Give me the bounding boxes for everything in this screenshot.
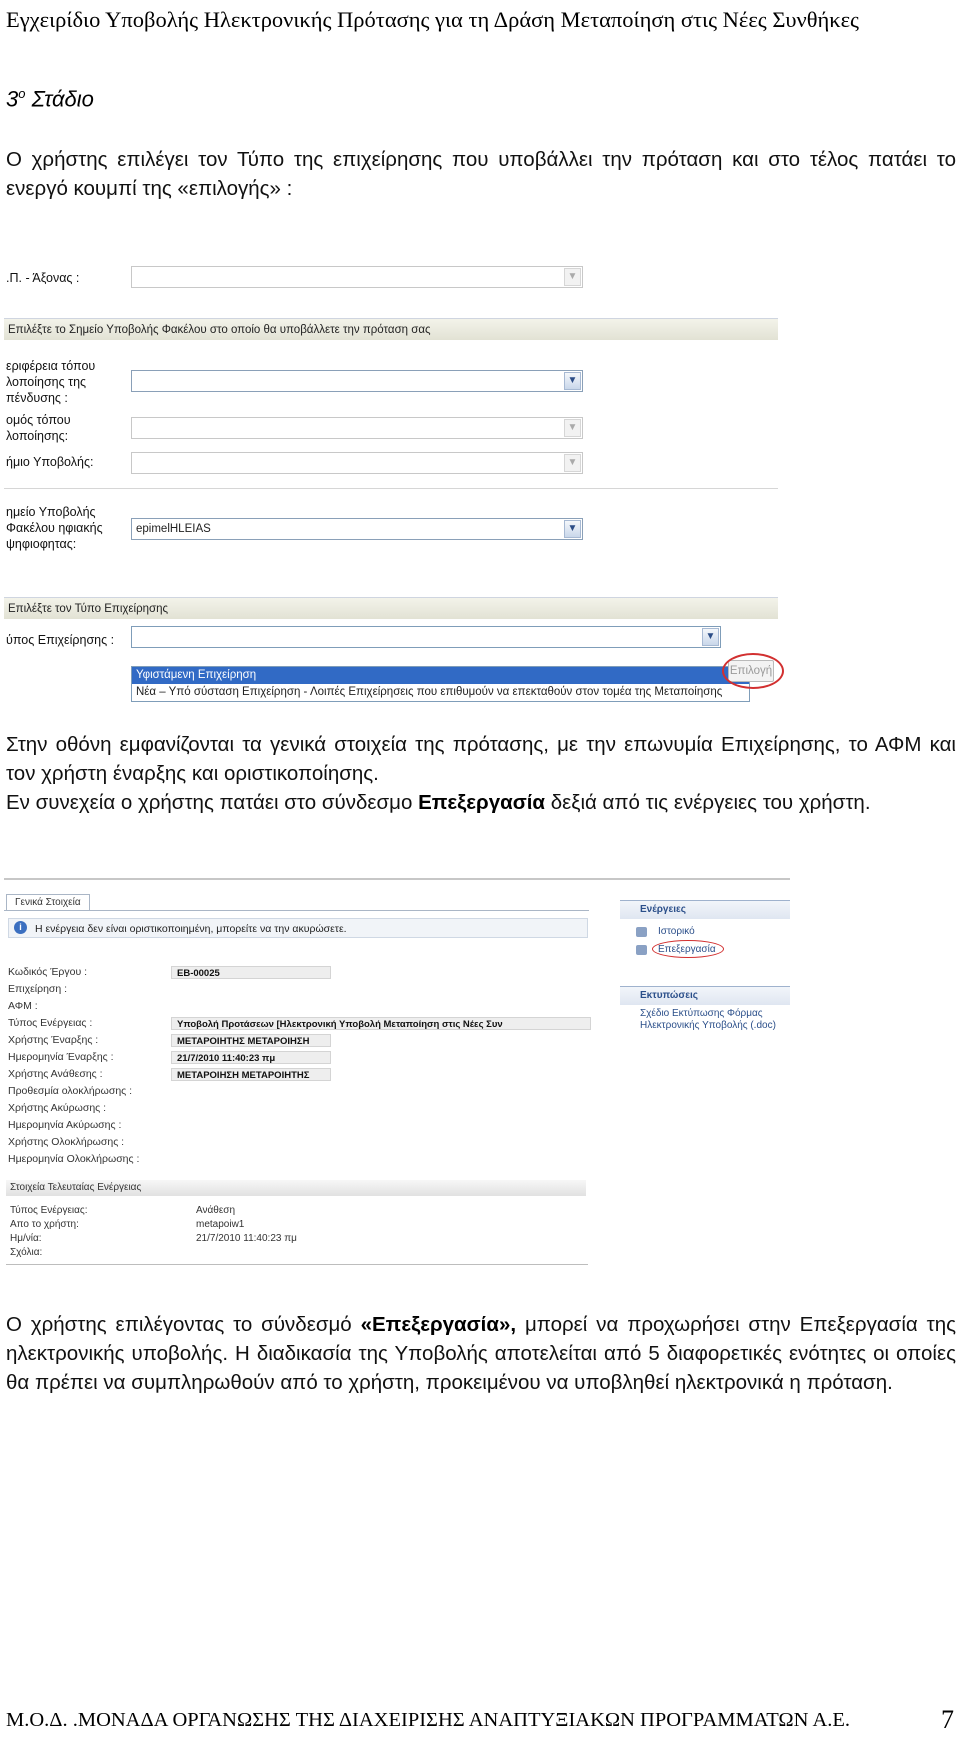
last-action-label: Σχόλια: [10,1247,43,1258]
stage-heading [6,86,94,112]
detail-row [8,1049,588,1066]
section-submission-point-title: Επιλέξτε το Σημείο Υποβολής Φακέλου στο οποίο θα υποβάλλετε την πρόταση σας [8,324,431,336]
divider [4,488,778,489]
actions-heading: Ενέργειες [620,900,790,919]
tab-general-details[interactable]: Γενικά Στοιχεία [6,894,90,911]
prints-panel [620,986,790,1032]
last-action-row [10,1204,570,1218]
detail-value: 21/7/2010 11:40:23 πμ [171,1051,331,1064]
detail-value: EB-00025 [171,966,331,979]
detail-label: Προθεσμία ολοκλήρωσης : [8,1085,133,1097]
option-new-company[interactable]: Νέα – Υπό σύσταση Επιχείρηση - Λοιπές Επιχείρησεις που επιθυμούν να επεκταθούν στον τομέα της Μεταποίησης [136,686,723,698]
chevron-down-icon: ▼ [702,628,719,646]
company-type-options [131,666,750,702]
stage-label: Στάδιο [31,86,94,112]
edit-keyword: Επεξεργασία [418,791,546,814]
history-link-label: Ιστορικό [658,926,695,937]
section-company-type-title: Επιλέξτε τον Τύπο Επιχείρησης [8,603,169,615]
region-select[interactable] [131,370,583,392]
paragraph-edit [6,1310,956,1397]
detail-label: Επιχείρηση : [8,983,68,995]
last-action-label: Ημ/νία: [10,1233,42,1244]
prefecture-select[interactable] [131,417,583,439]
print-form-link[interactable]: Σχέδιο Εκτύπωσης Φόρμας Ηλεκτρονικής Υποβολής (.doc) [640,1008,776,1031]
detail-label: ΑΦΜ : [8,1000,38,1012]
chevron-down-icon: ▼ [564,520,581,538]
company-type-form-screenshot [0,262,785,710]
document-title: Εγχειρίδιο Υποβολής Ηλεκτρονικής Πρότασης για τη Δράση Μεταποίηση στις Νέες Συνθήκες [6,7,859,32]
detail-row [8,1134,588,1151]
footer-organization: Μ.Ο.Δ. .ΜΟΝΑΔΑ ΟΡΓΑΝΩΣΗΣ ΤΗΣ ΔΙΑΧΕΙΡΙΣΗΣ ΑΝΑΠΤΥΞΙΑΚΩΝ ΠΡΟΓΡΑΜΜΑΤΩΝ Α.Ε. [6,1709,851,1731]
submission-point-label: ήμιο Υποβολής: [6,455,94,469]
option-existing-company[interactable]: Υφιστάμενη Επιχείρηση [132,667,749,684]
digital-point-value: epimelHLEIAS [136,523,211,535]
last-action-value: 21/7/2010 11:40:23 πμ [196,1233,297,1244]
page-header [6,6,956,34]
detail-row [8,1117,588,1134]
prints-heading: Εκτυπώσεις [620,986,790,1005]
axis-label: .Π. - Άξονας : [6,271,80,285]
paragraph-details [6,730,956,817]
paragraph-edit-pre: Ο χρήστης επιλέγοντας το σύνδεσμό [6,1313,361,1336]
detail-row [8,981,588,998]
highlight-circle [722,653,784,689]
edit-icon [636,945,647,955]
paragraph-edit-post: μπορεί να προχωρήσει στην Επεξεργασία της ηλεκτρονικής υποβολής. Η διαδικασία της Υποβολής αποτελείται από 5 διαφορετικές ενότητες οι οποίες θα πρέπει να συμπληρωθούν από το χρήστη, προκειμένου να υποβληθεί ηλεκτρονικά η πρόταση. [6,1313,956,1394]
select-button[interactable]: Επιλογή [728,660,774,682]
section-submission-point-bar [4,318,778,340]
detail-label: Χρήστης Ακύρωσης : [8,1102,107,1114]
stage-number: 3 [6,86,19,112]
page-number: 7 [941,1705,954,1734]
paragraph-details-line2-post: δεξιά από τις ενέργειες του χρήστη. [545,791,871,814]
prefecture-label: ομός τόπου λοποίησης: [6,413,71,443]
detail-label: Ημερομηνία Ολοκλήρωσης : [8,1153,140,1165]
edit-keyword-quoted: «Επεξεργασία», [360,1313,517,1336]
detail-row [8,1151,588,1168]
detail-label: Κωδικός Έργου : [8,966,88,978]
paragraph-details-line2-pre: Εν συνεχεία ο χρήστης πατάει στο σύνδεσμο [6,791,419,814]
submission-point-select[interactable] [131,452,583,474]
digital-point-select[interactable] [131,518,583,540]
detail-label: Ημερομηνία Ακύρωσης : [8,1119,122,1131]
chevron-down-icon: ▼ [564,419,581,437]
last-action-row [10,1218,570,1232]
detail-row [8,1066,588,1083]
notice-banner: Η ενέργεια δεν είναι οριστικοποιημένη, μπορείτε να την ακυρώσετε. [8,918,588,938]
detail-row [8,1032,588,1049]
detail-row [8,1015,588,1032]
detail-value: ΜΕΤΑΡΟΙΗΤΗΣ ΜΕΤΑΡΟΙΗΣΗ [171,1034,331,1047]
last-action-value: Ανάθεση [196,1205,236,1216]
detail-label: Χρήστης Έναρξης : [8,1034,99,1046]
digital-point-label: ημείο Υποβολής Φακέλου ηφιακής ψηφιοφητας: [6,505,103,551]
detail-row [8,964,588,981]
page-footer [6,1706,956,1734]
chevron-down-icon: ▼ [564,268,581,286]
detail-row [8,1100,588,1117]
top-rule [4,878,790,880]
history-link[interactable] [620,923,790,941]
region-label: εριφέρεια τόπου λοποίησης της πένδυσης : [6,359,96,405]
chevron-down-icon: ▼ [564,454,581,472]
detail-row [8,1083,588,1100]
chevron-down-icon: ▼ [564,372,581,390]
general-details-screenshot [4,878,794,1278]
axis-select[interactable] [131,266,583,288]
info-icon: i [14,921,27,934]
paragraph-intro [6,145,956,203]
paragraph-details-line1: Στην οθόνη εμφανίζονται τα γενικά στοιχεία της πρότασης, με την επωνυμία Επιχείρησης, το ΑΦΜ και τον χρήστη έναρξης και οριστικοποίησης. [6,733,956,785]
last-action-row [10,1232,570,1246]
bottom-rule [6,1264,588,1265]
detail-label: Χρήστης Ολοκλήρωσης : [8,1136,125,1148]
company-type-select[interactable] [131,626,721,648]
section-company-type-bar [4,597,778,619]
detail-label: Τύπος Ενέργειας : [8,1017,93,1029]
paragraph-intro-text: Ο χρήστης επιλέγει τον Τύπο της επιχείρησης που υποβάλλει την πρόταση και στο τέλος πατάει το ενεργό κουμπί της «επιλογής» : [6,148,956,200]
detail-value: ΜΕΤΑΡΟΙΗΣΗ ΜΕΤΑΡΟΙΗΤΗΣ [171,1068,331,1081]
detail-value: Υποβολή Προτάσεων [Ηλεκτρονική Υποβολή Μεταποίηση στις Νέες Συν [171,1017,591,1030]
last-action-value: metapoiw1 [196,1219,245,1230]
detail-label: Χρήστης Ανάθεσης : [8,1068,103,1080]
detail-label: Ημερομηνία Έναρξης : [8,1051,114,1063]
stage-superscript: ο [18,86,26,101]
last-action-label: Τύπος Ενέργειας: [10,1205,88,1216]
edit-link-label: Επεξεργασία [658,944,716,955]
detail-row [8,998,588,1015]
last-action-bar: Στοιχεία Τελευταίας Ενέργειας [6,1180,586,1196]
history-icon [636,927,647,937]
company-type-label: ύπος Επιχείρησης : [6,633,115,647]
highlight-circle [652,940,724,958]
last-action-row [10,1246,570,1260]
last-action-label: Απο το χρήστη: [10,1219,79,1230]
